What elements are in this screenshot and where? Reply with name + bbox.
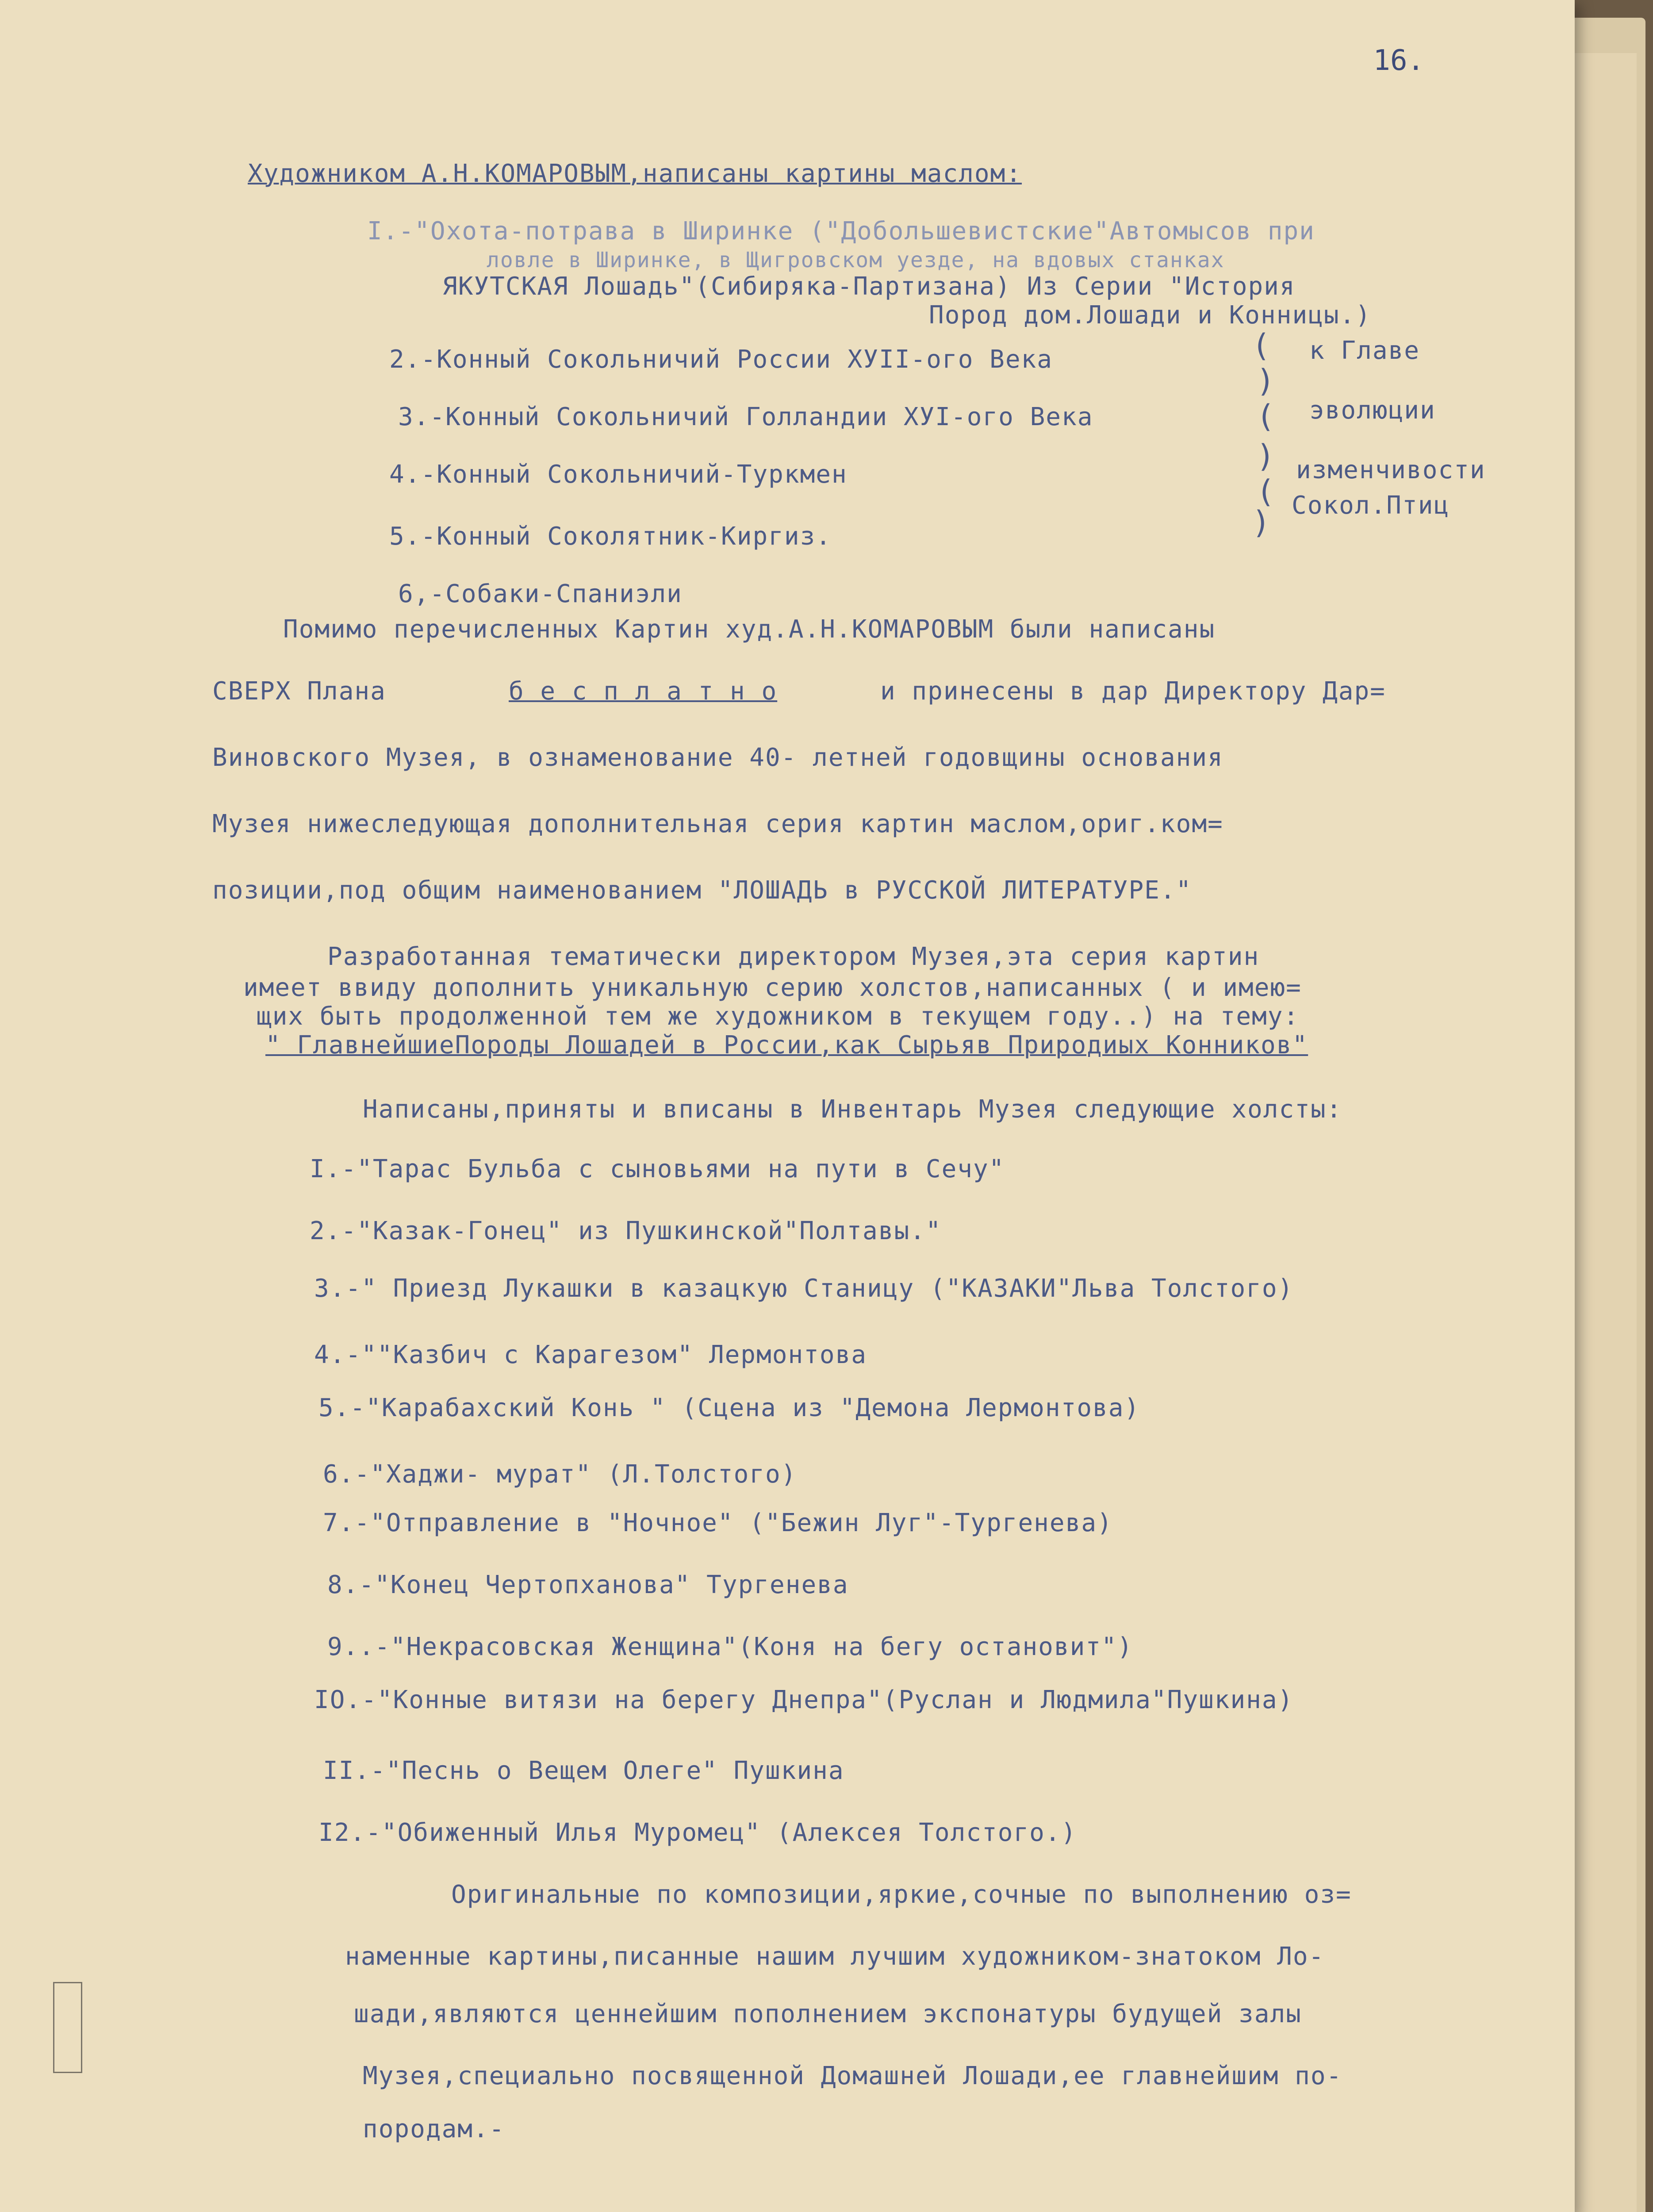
painting-item: 4.-""Казбич с Карагезом" Лермонтова: [314, 1340, 867, 1369]
paragraph-line: и принесены в дар Директору Дар=: [880, 677, 1386, 706]
paragraph-line: породам.-: [363, 2115, 505, 2143]
painting-item: II.-"Песнь о Вещем Олеге" Пушкина: [323, 1756, 844, 1785]
side-note-line: к Главе: [1309, 336, 1420, 365]
bracket: ): [1256, 438, 1275, 474]
painting-item: 3.-" Приезд Лукашки в казацкую Станицу ("КАЗАКИ"Льва Толстого): [314, 1274, 1294, 1303]
paragraph-line: Оригинальные по композиции,яркие,сочные по выполнению оз=: [451, 1880, 1352, 1909]
list-item: 2.-Конный Сокольничий России ХУII-ого Века: [389, 345, 1053, 374]
bracket: (: [1256, 473, 1275, 510]
list-item: I.-"Охота-потрава в Ширинке ("Добольшевистские"Автомысов при: [367, 217, 1315, 246]
painting-item: 8.-"Конец Чертопханова" Тургенева: [327, 1571, 849, 1599]
list-item: 4.-Конный Сокольничий-Туркмен: [389, 460, 848, 489]
painting-item: I.-"Тарас Бульба с сыновьями на пути в Сечу": [310, 1155, 1005, 1183]
emphasized-word: б е с п л а т н о: [509, 677, 778, 706]
heading: Художником А.Н.КОМАРОВЫМ,написаны картины маслом:: [248, 159, 1022, 188]
list-item: 6,-Собаки-Спаниэли: [398, 580, 683, 608]
margin-stamp-mark: [53, 1982, 82, 2073]
painting-item: 2.-"Казак-Гонец" из Пушкинской"Полтавы.": [310, 1217, 942, 1245]
paragraph-line: наменные картины,писанные нашим лучшим художником-знатоком Ло-: [345, 1942, 1325, 1971]
page-number: 16.: [1373, 44, 1424, 77]
side-note-line: изменчивости: [1296, 456, 1486, 484]
paragraph-line: щих быть продолженной тем же художником в текущем году..) на тему:: [257, 1002, 1300, 1031]
paragraph-line: Разработанная тематически директором Музея,эта серия картин: [327, 942, 1260, 971]
list-item: 3.-Конный Сокольничий Голландии ХУI-ого Века: [398, 403, 1093, 431]
bracket: (: [1252, 327, 1271, 364]
paragraph-line: имеет ввиду дополнить уникальную серию холстов,написанных ( и имею=: [243, 973, 1302, 1002]
side-note-line: эволюции: [1309, 396, 1436, 425]
list-item: ловле в Ширинке, в Щигровском уезде, на вдовых станках: [487, 248, 1225, 273]
paragraph-line: Музея нижеследующая дополнительная серия картин маслом,ориг.ком=: [212, 810, 1223, 838]
paragraph-line: позиции,под общим наименованием "ЛОШАДЬ в РУССКОЙ ЛИТЕРАТУРЕ.": [212, 876, 1192, 905]
list-intro: Написаны,приняты и вписаны в Инвентарь Музея следующие холсты:: [363, 1095, 1342, 1124]
side-note-line: Сокол.Птиц: [1292, 491, 1450, 520]
paragraph-line: Музея,специально посвященной Домашней Лошади,ее главнейшим по-: [363, 2062, 1342, 2090]
painting-item: 9..-"Некрасовская Женщина"(Коня на бегу остановит"): [327, 1632, 1133, 1661]
paragraph-line: шади,являются ценнейшим пополнением экспонатуры будущей залы: [354, 2000, 1302, 2028]
list-item: Пород дом.Лошади и Конницы.): [929, 301, 1372, 330]
painting-item: 5.-"Карабахский Конь " (Сцена из "Демона Лермонтова): [318, 1394, 1140, 1422]
bracket: ): [1252, 504, 1271, 541]
theme-title: " ГлавнейшиеПороды Лошадей в России,как Сырьяв Природиых Конников": [265, 1031, 1308, 1060]
paragraph-line: СВЕРХ Плана: [212, 677, 386, 706]
painting-item: IO.-"Конные витязи на берегу Днепра"(Руслан и Людмила"Пушкина): [314, 1686, 1294, 1714]
list-item: ЯКУТСКАЯ Лошадь"(Сибиряка-Партизана) Из Серии "История: [442, 272, 1296, 301]
list-item: 5.-Конный Соколятник-Киргиз.: [389, 522, 832, 551]
bracket: (: [1256, 398, 1275, 434]
paragraph-line: Помимо перечисленных Картин худ.А.Н.КОМАРОВЫМ были написаны: [283, 615, 1216, 644]
painting-item: 7.-"Отправление в "Ночное" ("Бежин Луг"-Тургенева): [323, 1509, 1113, 1537]
paragraph-line: Виновского Музея, в ознаменование 40- летней годовщины основания: [212, 743, 1223, 772]
painting-item: 6.-"Хаджи- мурат" (Л.Толстого): [323, 1460, 797, 1489]
bracket: ): [1256, 363, 1275, 399]
painting-item: I2.-"Обиженный Илья Муромец" (Алексея Толстого.): [318, 1818, 1077, 1847]
